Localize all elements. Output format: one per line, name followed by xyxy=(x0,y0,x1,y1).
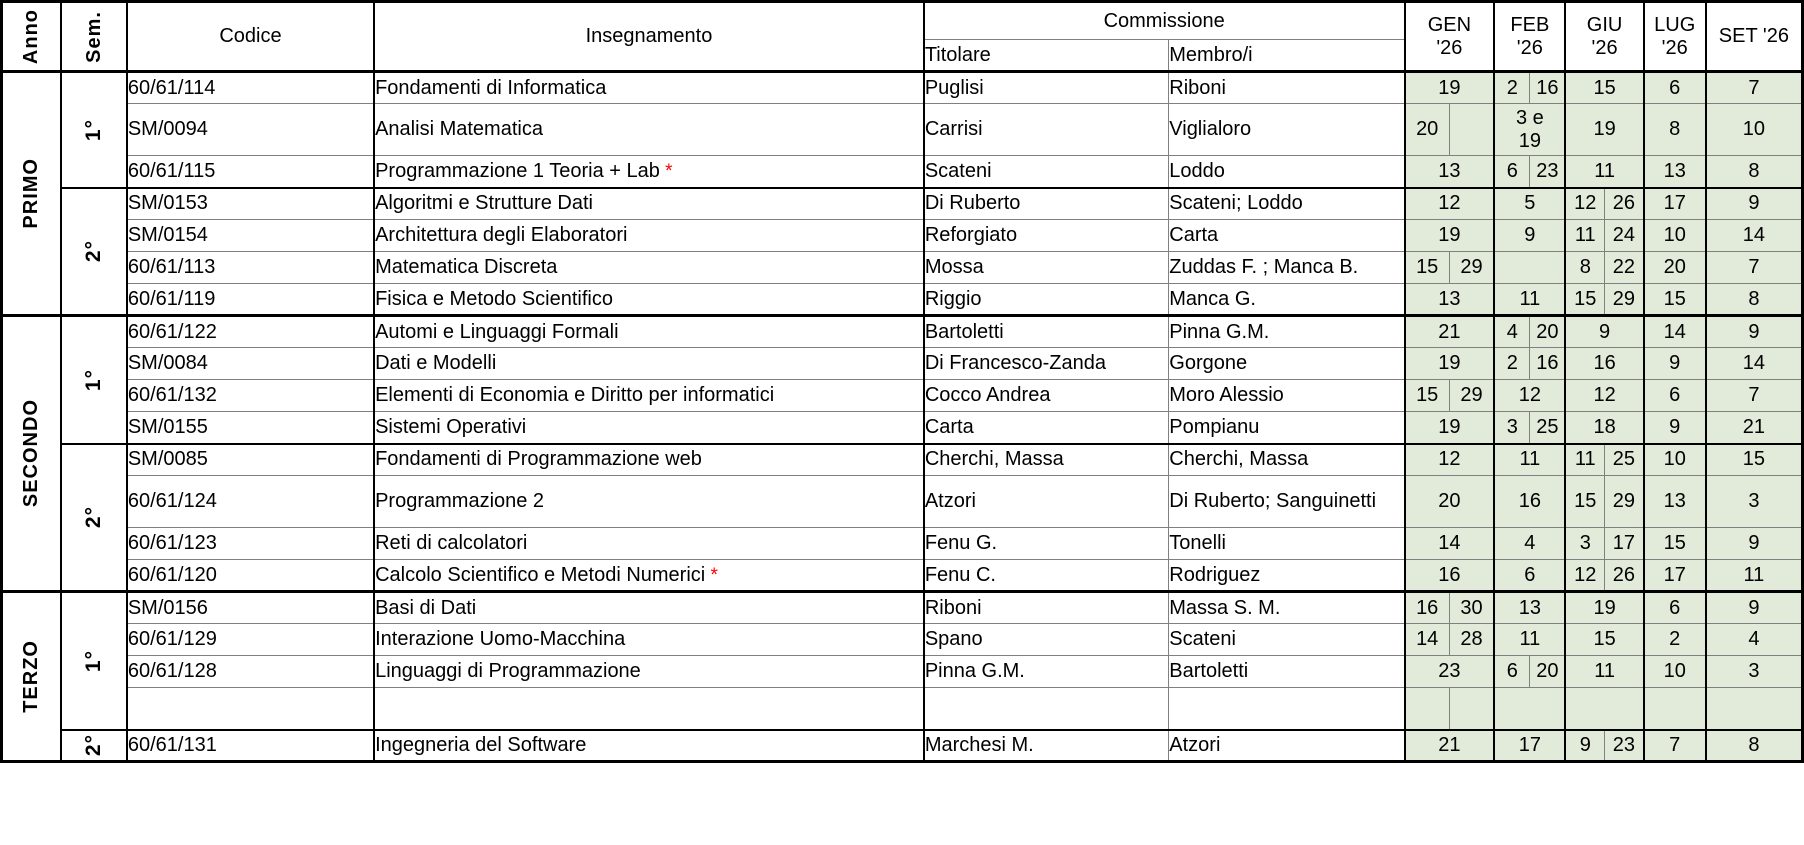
exam-date-cell: 6 xyxy=(1644,72,1706,104)
year-group-label: SECONDO xyxy=(20,399,43,508)
semester-group-cell xyxy=(61,188,127,316)
course-name-label: Automi e Linguaggi Formali xyxy=(375,320,619,343)
table-row xyxy=(2,72,1803,104)
exam-date-cell: 4 xyxy=(1706,624,1803,656)
table-row xyxy=(2,444,1803,476)
exam-date-cell: 15 xyxy=(1644,528,1706,560)
membri-cell: Bartoletti xyxy=(1169,656,1405,688)
exam-date-cell: 11 xyxy=(1494,624,1565,656)
course-code-cell: SM/0085 xyxy=(127,444,374,476)
exam-date-cell: 16 xyxy=(1530,72,1566,104)
exam-date-cell: 12 xyxy=(1494,380,1565,412)
exam-date-cell: 8 xyxy=(1644,104,1706,156)
course-name-label: Programmazione 2 xyxy=(375,490,545,512)
membri-cell: Scateni xyxy=(1169,624,1405,656)
table-row xyxy=(2,412,1803,444)
course-name-label: Elementi di Economia e Diritto per informatici xyxy=(375,384,775,406)
table-row xyxy=(2,528,1803,560)
header-month-giu: GIU '26 xyxy=(1565,2,1643,72)
course-name-label: Calcolo Scientifico e Metodi Numerici xyxy=(375,563,706,586)
course-name-cell xyxy=(374,104,924,156)
semester-group-cell xyxy=(61,592,127,730)
membri-cell: Riboni xyxy=(1169,72,1405,104)
exam-date-cell: 20 xyxy=(1530,316,1566,348)
exam-date-cell: 5 xyxy=(1494,188,1565,220)
course-name-label: Dati e Modelli xyxy=(375,352,497,374)
table-row xyxy=(2,284,1803,316)
membri-cell: Tonelli xyxy=(1169,528,1405,560)
course-name-cell xyxy=(374,560,924,592)
table-row xyxy=(2,380,1803,412)
table-row xyxy=(2,656,1803,688)
course-name-label: Fondamenti di Informatica xyxy=(375,76,607,99)
titolare-cell: Scateni xyxy=(924,156,1169,188)
titolare-cell: Mossa xyxy=(924,252,1169,284)
titolare-cell: Fenu G. xyxy=(924,528,1169,560)
titolare-cell: Cocco Andrea xyxy=(924,380,1169,412)
exam-date-cell: 8 xyxy=(1706,156,1803,188)
exam-date-cell: 6 xyxy=(1494,656,1530,688)
course-name-cell xyxy=(374,252,924,284)
table-row xyxy=(2,104,1803,156)
exam-date-cell: 9 xyxy=(1706,316,1803,348)
exam-date-cell: 11 xyxy=(1565,156,1643,188)
course-name-cell xyxy=(374,730,924,762)
exam-date-cell: 29 xyxy=(1449,380,1494,412)
membri-cell: Gorgone xyxy=(1169,348,1405,380)
exam-date-cell xyxy=(1405,688,1450,730)
exam-date-cell: 29 xyxy=(1605,476,1644,528)
exam-date-cell: 2 xyxy=(1494,348,1530,380)
semester-group-cell xyxy=(61,72,127,188)
semester-group-label: 2° xyxy=(82,506,106,529)
exam-date-cell: 17 xyxy=(1494,730,1565,762)
course-code-cell: 60/61/131 xyxy=(127,730,374,762)
course-name-label: Reti di calcolatori xyxy=(375,532,528,554)
header-membri: Membro/i xyxy=(1169,40,1405,72)
course-code-cell xyxy=(127,688,374,730)
exam-date-cell: 8 xyxy=(1706,730,1803,762)
exam-date-cell: 20 xyxy=(1530,656,1566,688)
table-header xyxy=(2,2,1803,72)
course-name-label: Fondamenti di Programmazione web xyxy=(375,448,702,471)
titolare-cell xyxy=(924,688,1169,730)
exam-date-cell: 11 xyxy=(1494,444,1565,476)
exam-date-cell: 12 xyxy=(1405,188,1495,220)
course-name-cell xyxy=(374,444,924,476)
exam-date-cell: 20 xyxy=(1405,104,1450,156)
exam-date-cell: 14 xyxy=(1405,624,1450,656)
year-group-label: TERZO xyxy=(20,640,43,713)
exam-date-cell: 6 xyxy=(1494,156,1530,188)
exam-date-cell: 23 xyxy=(1530,156,1566,188)
exam-date-cell: 11 xyxy=(1565,444,1604,476)
course-code-cell: 60/61/128 xyxy=(127,656,374,688)
course-name-label: Ingegneria del Software xyxy=(375,733,587,756)
exam-date-cell: 19 xyxy=(1565,104,1643,156)
titolare-cell: Puglisi xyxy=(924,72,1169,104)
exam-date-cell: 16 xyxy=(1405,592,1450,624)
exam-date-cell: 20 xyxy=(1644,252,1706,284)
exam-date-cell xyxy=(1449,688,1494,730)
course-name-cell xyxy=(374,72,924,104)
semester-group-label: 1° xyxy=(82,649,106,672)
exam-date-cell: 12 xyxy=(1405,444,1495,476)
exam-date-cell: 13 xyxy=(1644,156,1706,188)
header-sem: Sem. xyxy=(61,2,127,72)
table-row xyxy=(2,592,1803,624)
semester-group-label: 2° xyxy=(82,734,106,757)
table-row xyxy=(2,156,1803,188)
exam-date-cell: 4 xyxy=(1494,316,1530,348)
exam-date-cell: 6 xyxy=(1494,560,1565,592)
exam-date-cell xyxy=(1494,252,1565,284)
membri-cell: Cherchi, Massa xyxy=(1169,444,1405,476)
exam-date-cell xyxy=(1449,104,1494,156)
exam-date-cell: 4 xyxy=(1494,528,1565,560)
header-month-feb: FEB '26 xyxy=(1494,2,1565,72)
exam-date-cell: 25 xyxy=(1530,412,1566,444)
exam-date-cell: 14 xyxy=(1706,220,1803,252)
course-name-cell xyxy=(374,688,924,730)
semester-group-cell xyxy=(61,444,127,592)
course-code-cell: SM/0153 xyxy=(127,188,374,220)
titolare-cell: Di Ruberto xyxy=(924,188,1169,220)
exam-date-cell: 21 xyxy=(1706,412,1803,444)
exam-date-cell xyxy=(1494,688,1565,730)
course-code-cell: SM/0156 xyxy=(127,592,374,624)
titolare-cell: Carta xyxy=(924,412,1169,444)
exam-date-cell: 26 xyxy=(1605,188,1644,220)
exam-date-cell: 19 xyxy=(1565,592,1643,624)
year-group-cell xyxy=(2,72,62,316)
course-code-cell: 60/61/123 xyxy=(127,528,374,560)
exam-date-cell: 22 xyxy=(1605,252,1644,284)
semester-group-cell xyxy=(61,730,127,762)
course-name-cell xyxy=(374,624,924,656)
membri-cell: Pinna G.M. xyxy=(1169,316,1405,348)
header-anno: Anno xyxy=(2,2,62,72)
exam-date-cell: 21 xyxy=(1405,316,1495,348)
exam-date-cell: 10 xyxy=(1706,104,1803,156)
exam-date-cell: 6 xyxy=(1644,592,1706,624)
exam-date-cell: 6 xyxy=(1644,380,1706,412)
titolare-cell: Spano xyxy=(924,624,1169,656)
exam-date-cell: 9 xyxy=(1494,220,1565,252)
table-row xyxy=(2,624,1803,656)
exam-date-cell: 18 xyxy=(1565,412,1643,444)
header-codice: Codice xyxy=(127,2,374,72)
exam-date-cell: 9 xyxy=(1706,528,1803,560)
course-name-label: Analisi Matematica xyxy=(375,118,543,140)
table-row xyxy=(2,220,1803,252)
exam-date-cell: 29 xyxy=(1605,284,1644,316)
course-code-cell: 60/61/120 xyxy=(127,560,374,592)
exam-date-cell: 7 xyxy=(1644,730,1706,762)
titolare-cell: Atzori xyxy=(924,476,1169,528)
exam-date-cell: 8 xyxy=(1565,252,1604,284)
exam-date-cell: 7 xyxy=(1706,72,1803,104)
semester-group-label: 2° xyxy=(82,240,106,263)
exam-date-cell: 26 xyxy=(1605,560,1644,592)
course-code-cell: SM/0155 xyxy=(127,412,374,444)
header-titolare: Titolare xyxy=(924,40,1169,72)
header-commissione: Commissione xyxy=(924,2,1405,40)
course-name-cell xyxy=(374,412,924,444)
exam-date-cell: 12 xyxy=(1565,380,1643,412)
table-row xyxy=(2,348,1803,380)
exam-date-cell: 14 xyxy=(1706,348,1803,380)
titolare-cell: Reforgiato xyxy=(924,220,1169,252)
exam-date-cell: 15 xyxy=(1644,284,1706,316)
table-row xyxy=(2,316,1803,348)
exam-date-cell: 11 xyxy=(1494,284,1565,316)
exam-date-cell: 14 xyxy=(1405,528,1495,560)
table-row xyxy=(2,688,1803,730)
course-name-cell xyxy=(374,316,924,348)
course-code-cell: 60/61/129 xyxy=(127,624,374,656)
course-name-label: Linguaggi di Programmazione xyxy=(375,660,641,682)
year-group-cell xyxy=(2,592,62,762)
course-code-cell: 60/61/122 xyxy=(127,316,374,348)
course-code-cell: 60/61/113 xyxy=(127,252,374,284)
exam-date-cell: 17 xyxy=(1605,528,1644,560)
titolare-cell: Riboni xyxy=(924,592,1169,624)
semester-group-cell xyxy=(61,316,127,444)
exam-date-cell: 19 xyxy=(1405,220,1495,252)
course-code-cell: 60/61/124 xyxy=(127,476,374,528)
course-name-cell xyxy=(374,476,924,528)
exam-date-cell: 12 xyxy=(1565,560,1604,592)
exam-date-cell: 11 xyxy=(1565,220,1604,252)
exam-date-cell: 3 xyxy=(1706,656,1803,688)
year-group-cell xyxy=(2,316,62,592)
course-code-cell: SM/0084 xyxy=(127,348,374,380)
exam-date-cell: 16 xyxy=(1405,560,1495,592)
exam-date-cell: 28 xyxy=(1449,624,1494,656)
table-row xyxy=(2,560,1803,592)
exam-date-cell: 7 xyxy=(1706,252,1803,284)
exam-date-cell: 16 xyxy=(1494,476,1565,528)
membri-cell: Manca G. xyxy=(1169,284,1405,316)
exam-date-cell: 3 xyxy=(1494,412,1530,444)
exam-date-cell: 13 xyxy=(1644,476,1706,528)
titolare-cell: Carrisi xyxy=(924,104,1169,156)
membri-cell xyxy=(1169,688,1405,730)
course-name-label: Basi di Dati xyxy=(375,596,477,619)
membri-cell: Atzori xyxy=(1169,730,1405,762)
course-code-cell: 60/61/115 xyxy=(127,156,374,188)
exam-date-cell: 13 xyxy=(1405,284,1495,316)
exam-date-cell: 15 xyxy=(1706,444,1803,476)
exam-date-cell: 21 xyxy=(1405,730,1495,762)
exam-date-cell: 3 xyxy=(1565,528,1604,560)
exam-date-cell: 13 xyxy=(1494,592,1565,624)
course-name-label: Interazione Uomo-Macchina xyxy=(375,628,626,650)
exam-date-cell: 2 xyxy=(1494,72,1530,104)
course-code-cell: 60/61/114 xyxy=(127,72,374,104)
exam-date-cell: 9 xyxy=(1644,412,1706,444)
course-name-cell xyxy=(374,220,924,252)
exam-date-cell: 9 xyxy=(1644,348,1706,380)
exam-date-cell: 14 xyxy=(1644,316,1706,348)
exam-date-cell: 19 xyxy=(1405,72,1495,104)
membri-cell: Carta xyxy=(1169,220,1405,252)
course-name-label: Matematica Discreta xyxy=(375,256,558,278)
course-code-cell: 60/61/132 xyxy=(127,380,374,412)
exam-date-cell xyxy=(1706,688,1803,730)
course-name-cell xyxy=(374,348,924,380)
course-name-cell xyxy=(374,380,924,412)
exam-date-cell: 15 xyxy=(1565,476,1604,528)
exam-date-cell: 29 xyxy=(1449,252,1494,284)
exam-date-cell: 17 xyxy=(1644,188,1706,220)
course-name-cell xyxy=(374,528,924,560)
exam-date-cell: 17 xyxy=(1644,560,1706,592)
exam-date-cell: 11 xyxy=(1565,656,1643,688)
exam-date-cell: 15 xyxy=(1565,284,1604,316)
exam-date-cell: 19 xyxy=(1405,412,1495,444)
course-code-cell: SM/0154 xyxy=(127,220,374,252)
exam-date-cell: 3 xyxy=(1706,476,1803,528)
exam-date-cell: 13 xyxy=(1405,156,1495,188)
membri-cell: Pompianu xyxy=(1169,412,1405,444)
exam-date-cell: 11 xyxy=(1706,560,1803,592)
membri-cell: Scateni; Loddo xyxy=(1169,188,1405,220)
exam-date-cell: 3 e 19 xyxy=(1494,104,1565,156)
course-name-label: Fisica e Metodo Scientifico xyxy=(375,287,613,310)
header-insegnamento: Insegnamento xyxy=(374,2,924,72)
table-row xyxy=(2,188,1803,220)
exam-date-cell: 10 xyxy=(1644,444,1706,476)
exam-date-cell: 9 xyxy=(1565,730,1604,762)
table-row xyxy=(2,252,1803,284)
course-code-cell: 60/61/119 xyxy=(127,284,374,316)
exam-date-cell: 9 xyxy=(1706,188,1803,220)
course-name-label: Architettura degli Elaboratori xyxy=(375,224,628,246)
titolare-cell: Cherchi, Massa xyxy=(924,444,1169,476)
exam-date-cell: 12 xyxy=(1565,188,1604,220)
header-month-gen: GEN '26 xyxy=(1405,2,1495,72)
exam-date-cell: 16 xyxy=(1530,348,1566,380)
header-month-set: SET '26 xyxy=(1706,2,1803,72)
asterisk-marker: * xyxy=(705,564,718,586)
asterisk-marker: * xyxy=(659,160,673,182)
membri-cell: Di Ruberto; Sanguinetti xyxy=(1169,476,1405,528)
membri-cell: Viglialoro xyxy=(1169,104,1405,156)
header-row-1 xyxy=(2,2,1803,40)
exam-date-cell: 10 xyxy=(1644,656,1706,688)
exam-date-cell: 9 xyxy=(1706,592,1803,624)
course-name-label: Programmazione 1 Teoria + Lab xyxy=(375,159,660,182)
titolare-cell: Bartoletti xyxy=(924,316,1169,348)
course-name-label: Sistemi Operativi xyxy=(375,415,527,438)
course-name-cell xyxy=(374,156,924,188)
exam-date-cell: 15 xyxy=(1405,252,1450,284)
titolare-cell: Marchesi M. xyxy=(924,730,1169,762)
exam-date-cell: 7 xyxy=(1706,380,1803,412)
titolare-cell: Di Francesco-Zanda xyxy=(924,348,1169,380)
exam-date-cell: 23 xyxy=(1405,656,1495,688)
exam-date-cell: 16 xyxy=(1565,348,1643,380)
exam-date-cell: 19 xyxy=(1405,348,1495,380)
course-name-cell xyxy=(374,656,924,688)
course-name-cell xyxy=(374,284,924,316)
header-month-lug: LUG '26 xyxy=(1644,2,1706,72)
exam-date-cell: 15 xyxy=(1405,380,1450,412)
membri-cell: Rodriguez xyxy=(1169,560,1405,592)
exam-date-cell: 23 xyxy=(1605,730,1644,762)
exam-date-cell: 25 xyxy=(1605,444,1644,476)
exam-date-cell: 24 xyxy=(1605,220,1644,252)
titolare-cell: Fenu C. xyxy=(924,560,1169,592)
exam-date-cell: 15 xyxy=(1565,624,1643,656)
exam-date-cell: 20 xyxy=(1405,476,1495,528)
titolare-cell: Pinna G.M. xyxy=(924,656,1169,688)
exam-date-cell: 8 xyxy=(1706,284,1803,316)
table-row xyxy=(2,730,1803,762)
course-code-cell: SM/0094 xyxy=(127,104,374,156)
table-body xyxy=(2,72,1803,762)
membri-cell: Loddo xyxy=(1169,156,1405,188)
exam-date-cell: 10 xyxy=(1644,220,1706,252)
exam-date-cell: 15 xyxy=(1565,72,1643,104)
exam-date-cell xyxy=(1565,688,1643,730)
semester-group-label: 1° xyxy=(82,368,106,391)
exam-date-cell: 9 xyxy=(1565,316,1643,348)
course-name-label: Algoritmi e Strutture Dati xyxy=(375,192,593,215)
exam-date-cell: 2 xyxy=(1644,624,1706,656)
course-name-cell xyxy=(374,188,924,220)
membri-cell: Zuddas F. ; Manca B. xyxy=(1169,252,1405,284)
membri-cell: Massa S. M. xyxy=(1169,592,1405,624)
exam-date-cell xyxy=(1644,688,1706,730)
membri-cell: Moro Alessio xyxy=(1169,380,1405,412)
exam-date-cell: 30 xyxy=(1449,592,1494,624)
table-row xyxy=(2,476,1803,528)
semester-group-label: 1° xyxy=(82,118,106,141)
titolare-cell: Riggio xyxy=(924,284,1169,316)
year-group-label: PRIMO xyxy=(20,158,43,229)
course-name-cell xyxy=(374,592,924,624)
